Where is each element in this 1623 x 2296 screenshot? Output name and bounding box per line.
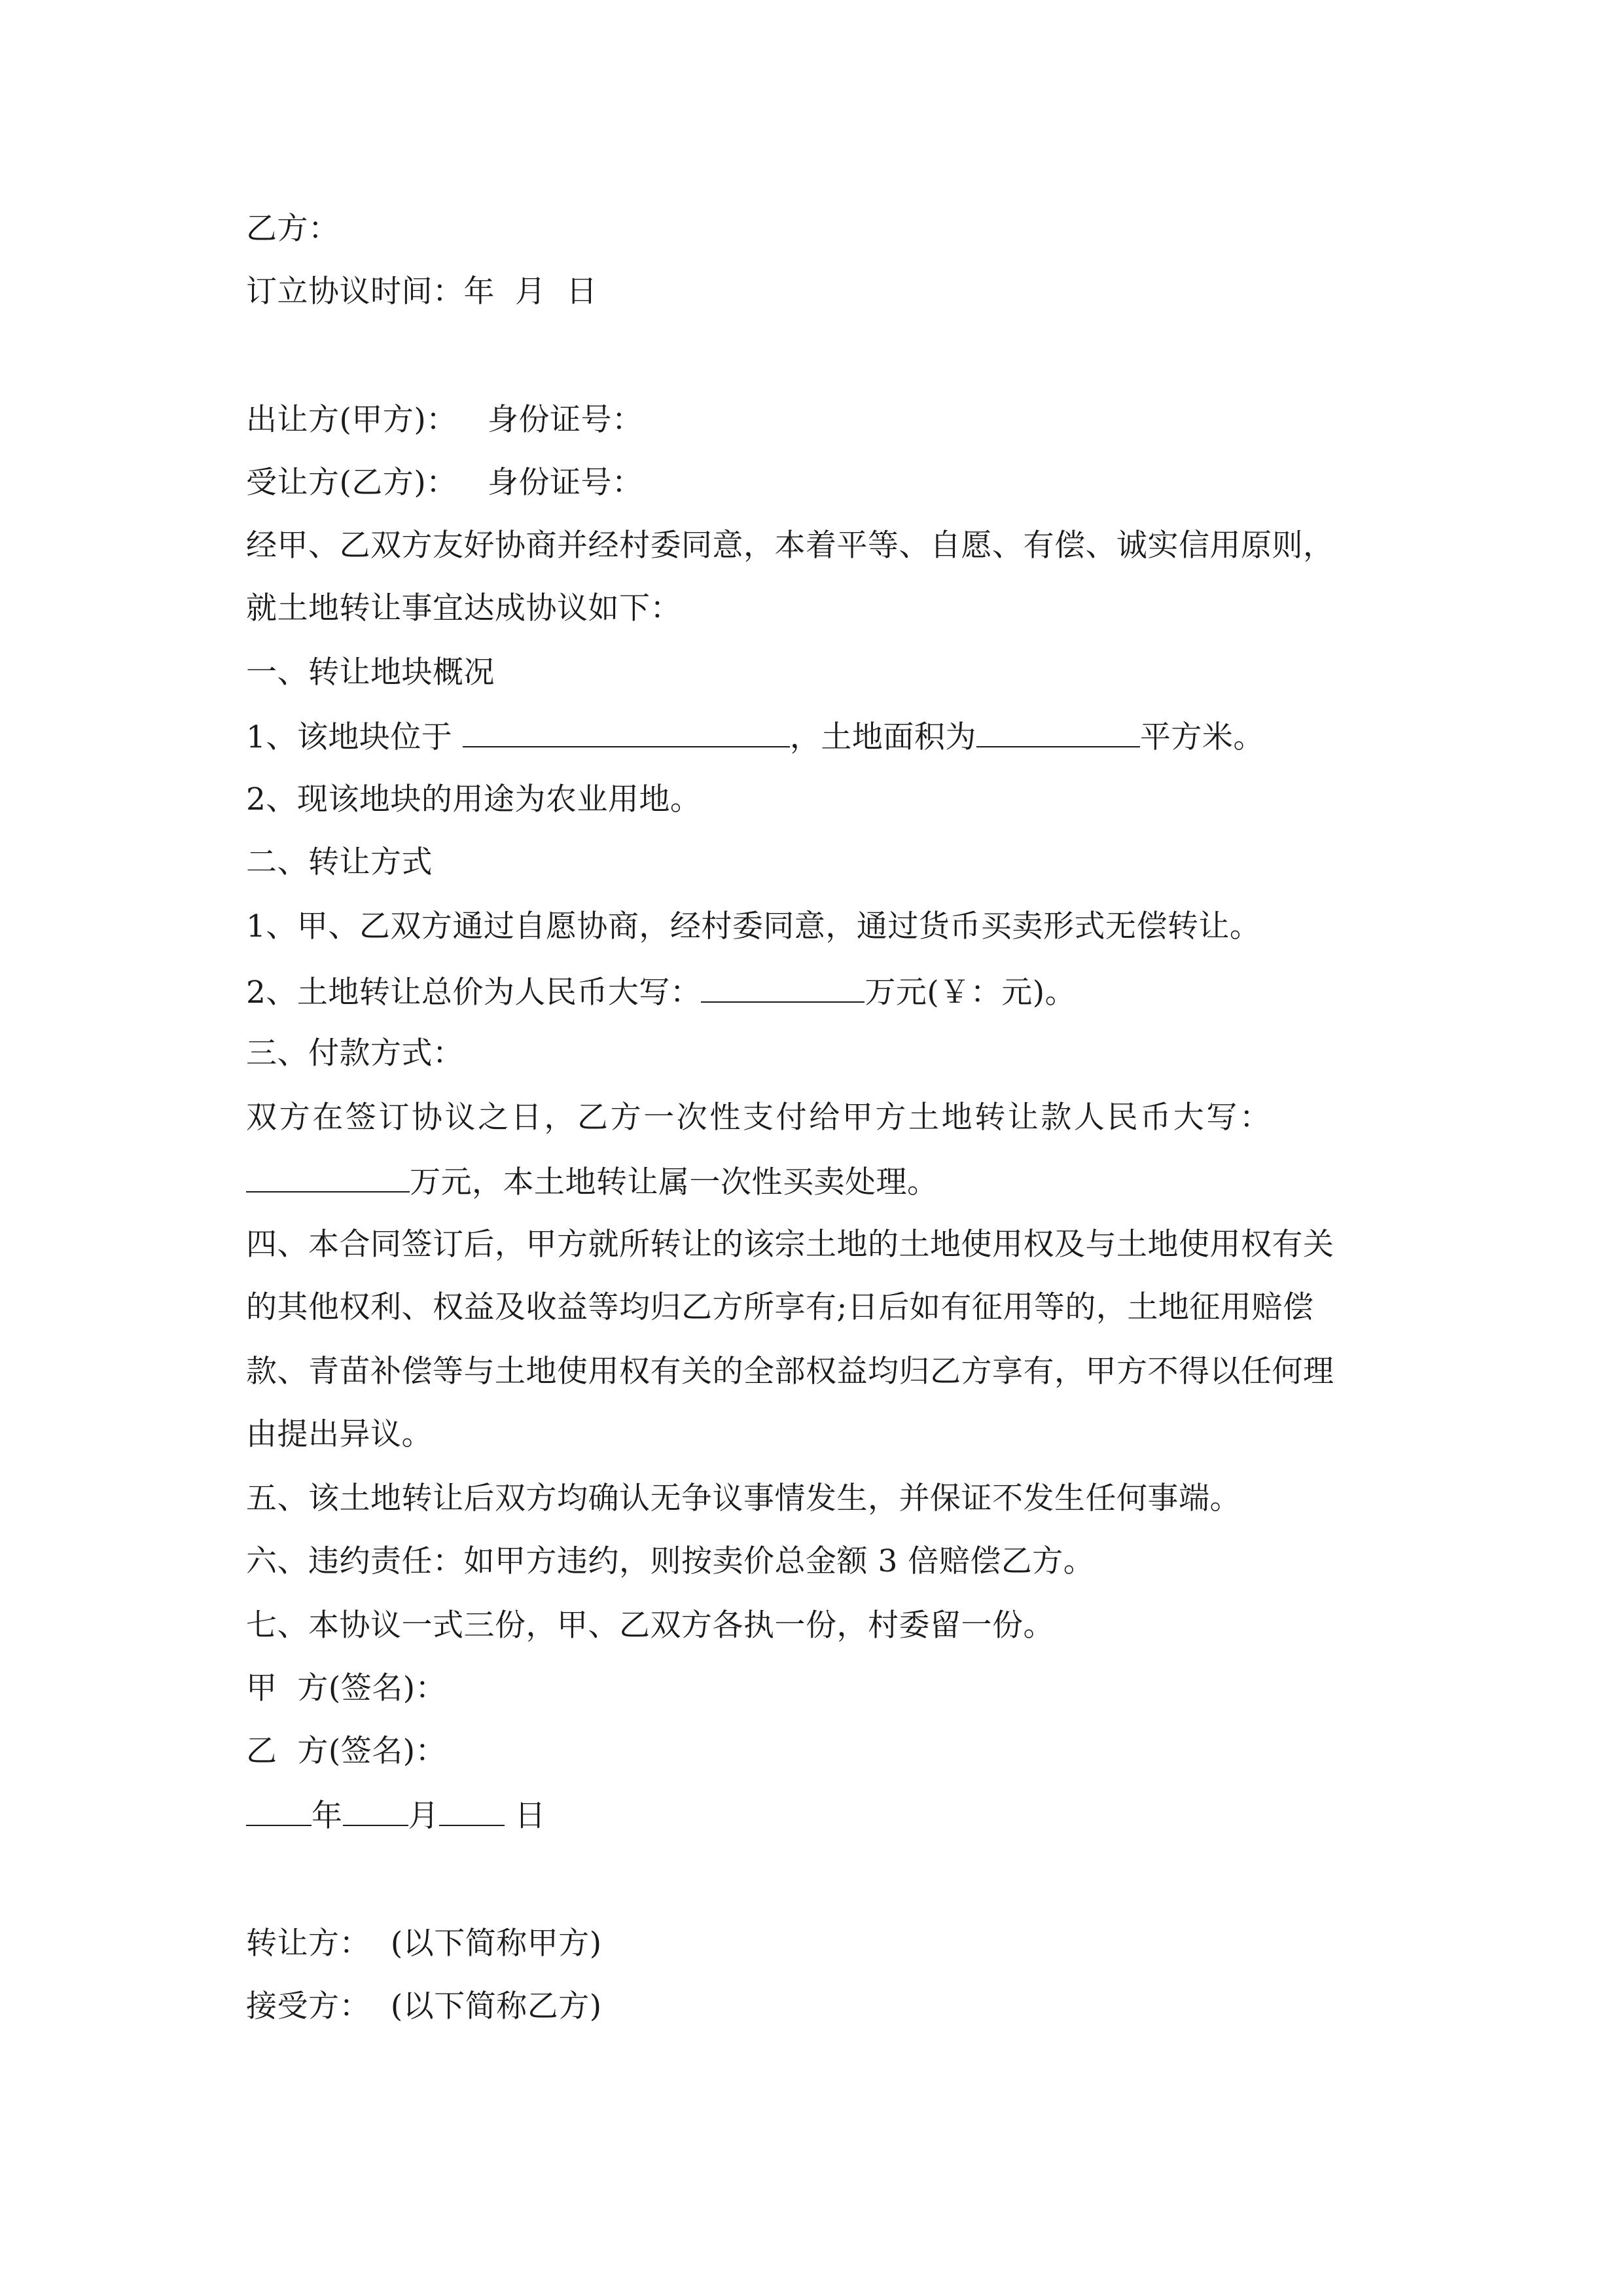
- section-3-heading: 三、付款方式：: [246, 1035, 464, 1071]
- year-blank: [246, 1795, 312, 1826]
- section-4-line-1: 四、本合同签订后，甲方就所转让的该宗土地的土地使用权及与土地使用权有关: [246, 1227, 1334, 1263]
- year-label: 年: [312, 1798, 343, 1834]
- party-b-signature-line: 乙 方(签名)：: [246, 1733, 447, 1769]
- section-2-heading: 二、转让方式: [246, 844, 433, 880]
- price-blank: [701, 971, 865, 1003]
- party-a-signature-line: 甲 方(签名)：: [246, 1670, 447, 1706]
- price-unit: 万元(￥：元)。: [865, 975, 1077, 1011]
- month-blank: [343, 1795, 408, 1826]
- plot-location-line: [246, 716, 1424, 755]
- signing-date-line: [246, 1795, 1424, 1834]
- preamble-line-2: 就土地转让事宜达成协议如下：: [246, 590, 681, 626]
- plot-use-line: 2、现该地块的用途为农业用地。: [246, 781, 702, 817]
- section-7-line: 七、本协议一式三份，甲、乙双方各执一份，村委留一份。: [246, 1607, 1054, 1643]
- transferee-line: 受让方(乙方)： 身份证号：: [246, 465, 643, 501]
- section-1-heading: 一、转让地块概况: [246, 655, 495, 691]
- total-price-label: 2、土地转让总价为人民币大写：: [246, 975, 702, 1011]
- day-blank: [439, 1795, 505, 1826]
- payment-text: 万元，本土地转让属一次性买卖处理。: [410, 1164, 938, 1200]
- month-label: 月: [408, 1798, 439, 1834]
- section-5-line: 五、该土地转让后双方均确认无争议事情发生，并保证不发生任何事端。: [246, 1480, 1241, 1516]
- agreement-date-line: 订立协议时间：年 月 日: [246, 274, 597, 310]
- preamble-line-1: 经甲、乙双方友好协商并经村委同意，本着平等、自愿、有偿、诚实信用原则，: [246, 528, 1334, 564]
- acceptor-short-line: 接受方： (以下简称乙方): [246, 1988, 602, 2024]
- transferor-short-line: 转让方： (以下简称甲方): [246, 1926, 602, 1962]
- payment-line-1: 双方在签订协议之日，乙方一次性支付给甲方土地转让款人民币大写：: [246, 1100, 1273, 1136]
- area-unit: 平方米。: [1139, 719, 1264, 755]
- section-4-line-4: 由提出异议。: [246, 1416, 433, 1452]
- party-b-line: 乙方：: [246, 211, 340, 247]
- total-price-line: [246, 971, 1424, 1011]
- transferor-line: 出让方(甲方)： 身份证号：: [246, 402, 643, 438]
- section-6-line: 六、违约责任：如甲方违约，则按卖价总金额 3 倍赔偿乙方。: [246, 1543, 1095, 1579]
- payment-line-2: [246, 1161, 1424, 1200]
- area-label: ，土地面积为: [789, 719, 976, 755]
- plot-location-label: 1、该地块位于: [246, 719, 453, 755]
- payment-blank: [246, 1161, 410, 1193]
- transfer-method-line: 1、甲、乙双方通过自愿协商，经村委同意，通过货币买卖形式无偿转让。: [246, 908, 1261, 944]
- day-label: 日: [514, 1798, 546, 1834]
- section-4-line-2: 的其他权利、权益及收益等均归乙方所享有;日后如有征用等的，土地征用赔偿: [246, 1289, 1314, 1325]
- area-blank: [976, 716, 1140, 747]
- location-blank: [463, 716, 790, 747]
- section-4-line-3: 款、青苗补偿等与土地使用权有关的全部权益均归乙方享有，甲方不得以任何理: [246, 1354, 1334, 1390]
